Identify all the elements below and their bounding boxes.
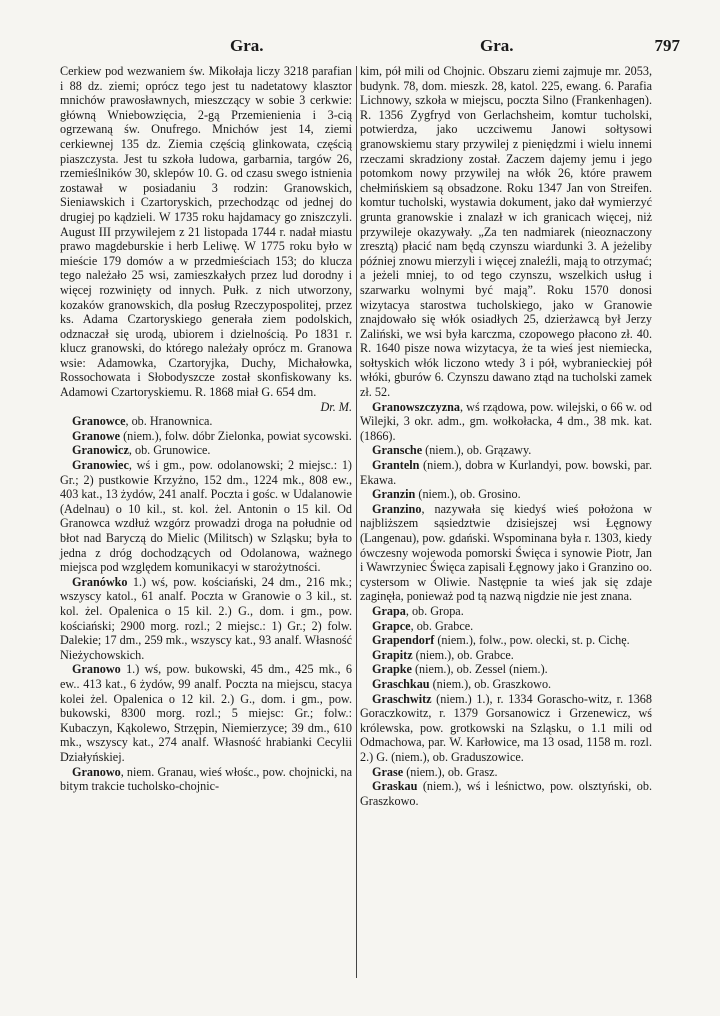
entry-text: (niem.), ob. Graszkowo. [429, 676, 552, 691]
entry-headword: Grapitz [372, 647, 413, 662]
entry-headword: Gransche [372, 443, 423, 458]
dictionary-entry [360, 692, 652, 765]
entry-text: , ob. Grunowice. [128, 443, 211, 458]
dictionary-entry [360, 400, 652, 444]
entry-text: Cerkiew pod wezwaniem św. Mikołaja liczy 3218 parafian i 88 dz. ziemi; oprócz tego jest tu nadetatowy klasztor mnichów prawosławnych, mieszczący w sobie 3 cerkwie: główną Wniebowzięcia, 2-gą Przemienienia i 3-cią ogrzewaną św. Onufrego. Mnichów jest 14, ziemi cerkiewnej 135 dz. Ziemia częścią glinkowata, częścią piaszczysta. Jest tu szkoła ludowa, garbarnia, targów 26, rzemieślników 30, sklepów 10. G. od czasu swego istnienia zostawał w posiadaniu 3 rodzin: Granowskich, Sieniawskich i Czartoryskich, przechodząc od jednej do drugiej po kądzieli. W 1735 roku hajdamacy go zniszczyli. August III przywilejem z 21 listopada 1744 r. nadał miastu prawo magdeburskie i herb Leliwę. W 1775 roku było w mieście 179 domów a w przedmieściach 153; do klucza tego należało 25 wsi, zamieszkałych przez lud dorodny i więcej rozwinięty od innych. Pułk. z nich utworzony, kozaków granowskich, dla posług Rzeczypospolitej, przez ks. Adama Czartoryskiego generała ziem podolskich, odznaczał się urodą, ubiorem i dzielnością. Po 1831 r. klucz granowski, do którego należały oprócz m. Granowa wsie: Adamowka, Czartoryjka, Duchy, Michałowka, Rossochowata i Słobodyszcze został skonfiskowany ks. Adamowi Czartoryskiemu. R. 1868 miał G. 654 dm. [60, 64, 352, 400]
dictionary-entry [60, 64, 352, 400]
entry-headword: Graschkau [372, 676, 430, 691]
dictionary-entry [360, 443, 652, 458]
entry-headword: Grapce [372, 618, 411, 633]
entry-headword: Granzino [372, 501, 422, 516]
column-divider [356, 66, 357, 978]
entry-headword: Graskau [372, 779, 418, 794]
entry-headword: Grapendorf [372, 633, 435, 648]
page-number: 797 [654, 36, 680, 55]
entry-headword: Grapke [372, 662, 412, 677]
entry-headword: Grapa [372, 603, 406, 618]
entry-headword: Granowo [72, 662, 121, 677]
entry-headword: Granowicz [72, 443, 129, 458]
running-head-right: Gra. [480, 36, 514, 55]
entry-text: 1.) wś, pow. bukowski, 45 dm., 425 mk., 6 ew.. 413 kat., 6 żydów, 99 analf. Poczta na miejscu, stacya kolei żel. Opalenica o 12 kil. 2.) G., dom. i gm., pow. bukowski, 8300 morg. rozl.; 5 miejsc: Gr.; folw.: Kubaczyn, Kąkolewo, Strzępin, Niemierzyce; 39 dm., 610 mk., wszyscy kat., 274 analf. Własność hrabianki Cecylii Działyńskiej. [60, 662, 352, 764]
entry-headword: Granteln [372, 458, 420, 473]
dictionary-entry [60, 458, 352, 575]
left-column [60, 64, 352, 794]
dictionary-entry [60, 414, 352, 429]
entry-headword: Granowce [72, 414, 126, 429]
dictionary-entry [360, 648, 652, 663]
entry-headword: Granzin [372, 487, 416, 502]
dictionary-entry [360, 64, 652, 400]
entry-text: (niem.), folw. dóbr Zielonka, powiat sycowski. [120, 428, 352, 443]
page-header [60, 36, 680, 62]
author-signature: Dr. M. [320, 399, 352, 414]
dictionary-entry [360, 779, 652, 808]
dictionary-entry [360, 765, 652, 780]
text-columns [60, 64, 660, 984]
entry-text: (niem.), ob. Grabce. [412, 647, 514, 662]
entry-headword: Granowo [72, 764, 121, 779]
entry-text: , ob. Gropa. [405, 603, 464, 618]
dictionary-entry [360, 633, 652, 648]
dictionary-entry [360, 502, 652, 604]
entry-text: kim, pół mili od Chojnic. Obszaru ziemi zajmuje mr. 2053, budynk. 78, dom. mieszk. 28, katol. 225, ewang. 6. Parafia Lichnowy, szkoła w miejscu, poczta Silno (Frankenhagen). R. 1356 Zygfryd von Gerlachsheim, komtur tucholski, potwierdza, jako uczciwemu Janowi sołtysowi granowskiemu stary przywilej z pieniędzmi i wielu innemi rzeczami skradziony został. Zaczem dajemy jemu i jego potomkom nowy przywilej na włók 26, które prawem chełmińskiem są obsadzone. Roku 1347 Jan von Streifen. komtur tucholski, wystawia dokument, jako dał wymierzyć grunta granowskie i znalazł w ich granicach więcej, niż przywileje okazywały. „Za ten nadmiarek (nieoznaczony zresztą) płacić nam będą czynszu wiardunki 3. A jeżeliby później znowu mierzyli i więcej znaleźli, mają to otrzymać; a jeżeli mniej, to od tego czynszu, wszelkich usług i szarwarku wolnymi być mają”. Roku 1570 donosi wizytacya starostwa tucholskiego, jako w Granowie znajdowało się włók osiadłych 25, dzierżawcą był Jerzy Zaliński, we wsi była karczma, czopowego płacono zł. 40. R. 1640 pisze nowa wizytacya, że ta wieś jest niemiecka, sołtyskich włók liczono wtedy 3 i pół, wybranieckiej pół włóki, gburów 6. Czynszu dawano ztąd na tucholski zamek zł. 52. [360, 64, 652, 400]
entry-text: (niem.), dobra w Kurlandyi, pow. bowski, par. Ekawa. [360, 458, 652, 487]
running-head-left: Gra. [230, 36, 264, 55]
entry-headword: Granowe [72, 428, 121, 443]
entry-text: , ob. Hranownica. [125, 414, 213, 429]
entry-text: (niem.), ob. Grązawy. [422, 443, 532, 458]
entry-text: (niem.), ob. Grosino. [415, 487, 521, 502]
entry-headword: Granowszczyzna [372, 399, 461, 414]
entry-text: (niem.), ob. Zessel (niem.). [411, 662, 548, 677]
entry-text: (niem.) 1.), r. 1334 Gorascho-witz, r. 1368 Goraczkowitz, r. 1379 Gorsanowicz i Grzenewicz, wś królewska, pow. grotkowski na Szląsku, o 1.1 mili od Odmachowa, par. W. Karłowice, ma 13 osad, 1158 m. rozl. 2.) G. (niem.), ob. Graduszowice. [360, 691, 652, 764]
entry-headword: Granowiec [72, 458, 129, 473]
dictionary-entry [360, 458, 652, 487]
dictionary-entry [60, 765, 352, 794]
dictionary-entry [60, 662, 352, 764]
dictionary-entry [60, 443, 352, 458]
entry-text: , wś rządowa, pow. wilejski, o 66 w. od Wilejki, 3 okr. adm., gm. wołkołacka, 4 dm., 38 mk. kat. (1866). [360, 399, 652, 443]
dictionary-entry [360, 662, 652, 677]
entry-text: (niem.), wś i leśnictwo, pow. olsztyński, ob. Graszkowo. [360, 779, 652, 808]
right-column [360, 64, 652, 808]
dictionary-entry [360, 604, 652, 619]
entry-text: , wś i gm., pow. odolanowski; 2 miejsc.: 1) Gr.; 2) pustkowie Krzyżno, 152 dm., 1224 mk., 808 ew., 403 kat., 13 żydów, 241 analf. Poczta i gośc. w Udalanowie (Adelnau) o 10 kil., st. kol. żel. Antonin o 15 kil. Od Granowca wzdłuż wzgórz prowadzi droga na południe od błot nad Baryczą do Mielic (Militsch) w Szląsku; była to jedna z dróg dochodzących od Odolanowa, ważnego miejsca pod względem komunikacyi w starożytności. [60, 458, 352, 575]
dictionary-entry [360, 677, 652, 692]
entry-text: , nazywała się kiedyś wieś położona w najbliższem sąsiedztwie dzisiejszej wsi Łęgnowy (Langenau), pow. gdański. Wspominana była r. 1303, kiedy ówczesny wojewoda pomorski Święca i synowie Piotr, Jan i Wawrzyniec Święca zapisali Łęgnowy jako i Granzino oo. cystersom w Oliwie. Następnie ta wieś jak się zdaje zaginęła, ponieważ pod tą nazwą nigdzie nie jest znana. [360, 501, 652, 604]
entry-text: , ob. Grabce. [410, 618, 474, 633]
entry-text: (niem.), folw., pow. olecki, st. p. Cichę. [434, 633, 630, 648]
dictionary-entry [360, 487, 652, 502]
entry-text: 1.) wś, pow. kościański, 24 dm., 216 mk.; wszyscy katol., 61 analf. Poczta w Granowie o 3 kil., st. kol. żel. Opalenica o 15 kil. 2.) G., dom. i gm., pow. kościański; 2900 morg. rozl.; 2 miejsc.: 1) Gr.; 2) folw. Dalekie; 17 dm., 259 mk., wszyscy kat., 93 analf. Własność Nieżychowskich. [60, 574, 352, 662]
entry-headword: Grase [372, 764, 404, 779]
entry-text: , niem. Granau, wieś włośc., pow. chojnicki, na bitym trakcie tucholsko-chojnic- [60, 764, 352, 794]
entry-headword: Graschwitz [372, 691, 432, 706]
entry-text: (niem.), ob. Grasz. [403, 764, 498, 779]
dictionary-entry [60, 575, 352, 663]
entry-headword: Granówko [72, 574, 128, 589]
dictionary-entry [60, 429, 352, 444]
dictionary-entry [360, 619, 652, 634]
